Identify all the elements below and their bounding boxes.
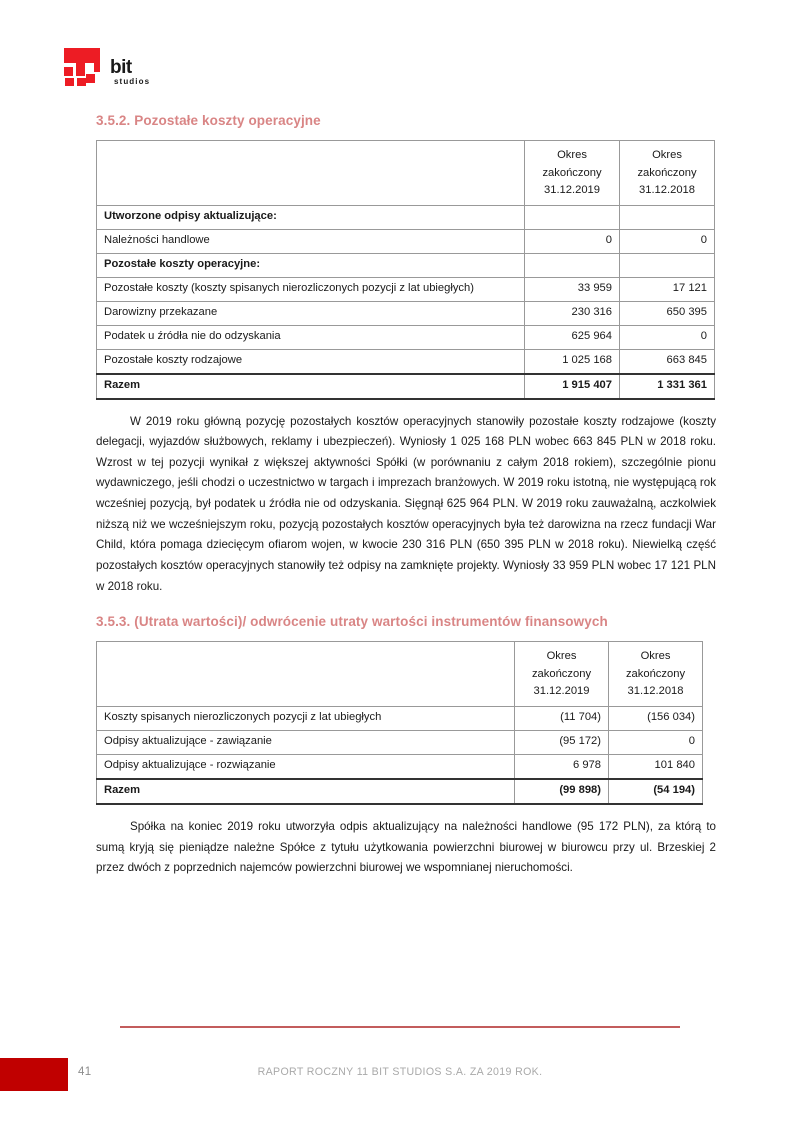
logo-subtext: studios [114,77,151,86]
row-value-2019: 6 978 [515,755,609,779]
header-line-2: zakończony [542,166,602,179]
table-impairment-financial-instruments [96,641,703,805]
logo-wordmark-text: bit [110,57,132,78]
row-value-2018 [620,254,715,278]
row-value-2018: 101 840 [609,755,703,779]
row-value-2018: (54 194) [609,779,703,804]
row-value-2019 [525,254,620,278]
header-line-1: Okres [652,149,682,162]
table-row [97,325,715,349]
header-line-1: Okres [557,149,587,162]
row-label: Należności handlowe [97,230,525,254]
header-line-2: zakończony [625,667,686,680]
footer-color-block [0,1058,68,1091]
header-cell-label [97,141,525,206]
header-line-3: 31.12.2018 [627,685,684,698]
11-bit-studios-logo-mark [64,48,104,88]
row-label: Razem [97,779,515,804]
row-label: Pozostałe koszty (koszty spisanych nierozliczonych pozycji z lat ubiegłych) [97,278,525,302]
row-value-2018: 663 845 [620,349,715,373]
table-row [97,349,715,373]
row-value-2019: 33 959 [525,278,620,302]
table-total-row [97,374,715,399]
header-cell-label [97,642,515,707]
row-value-2019: (95 172) [515,731,609,755]
row-label: Podatek u źródła nie do odzyskania [97,325,525,349]
footer-caption: RAPORT ROCZNY 11 BIT STUDIOS S.A. ZA 2019 ROK. [257,1066,543,1078]
header-line-3: 31.12.2019 [544,183,600,196]
table-header-row [97,141,715,206]
heading-3-5-2: 3.5.2. Pozostałe koszty operacyjne [96,113,321,128]
table-row [97,254,715,278]
document-body [96,112,716,887]
row-label: Pozostałe koszty rodzajowe [97,349,525,373]
row-label: Darowizny przekazane [97,301,525,325]
header-line-1: Okres [640,650,671,663]
row-label: Utworzone odpisy aktualizujące: [97,206,525,230]
row-value-2018: 17 121 [620,278,715,302]
row-value-2019: (11 704) [515,707,609,731]
table-header-row [97,642,703,707]
row-value-2019: (99 898) [515,779,609,804]
header-cell-2019 [515,642,609,707]
row-value-2019: 1 915 407 [525,374,620,399]
header-cell-2018 [609,642,703,707]
row-value-2018: (156 034) [609,707,703,731]
row-value-2019: 0 [525,230,620,254]
table-row [97,731,703,755]
table-body [97,642,703,804]
paragraph-other-operating-costs: W 2019 roku główną pozycję pozostałych kosztów operacyjnych stanowiły pozostałe koszty rodzajowe (koszty delegacji, wyjazdów służbowych, reklamy i ubezpieczeń). Wyniosły 1 025 168 PLN wobec 663 845 PLN w 2018 roku. Wzrost w tej pozycji wynikał z większej aktywności Spółki (w porównaniu z całym 2018 rokiem), szczególnie pionu wydawniczego, jeśli chodzi o uczestnictwo w targach i imprezach branżowych. W 2019 roku istotną, nie występującą rok wcześniej pozycją, był podatek u źródła nie od odzyskania. Sięgnął 625 964 PLN. W 2019 roku zauważalną, aczkolwiek niższą niż we wcześniejszym roku, pozycją pozostałych kosztów operacyjnych była też darowizna na rzecz fundacji War Child, która pomaga dziecięcym ofiarom wojen, w kwocie 230 316 PLN (650 395 PLN w 2018 roku). Niewielką część pozostałych kosztów operacyjnych stanowiły też odpisy na zamknięte projekty. Wyniosły 33 959 PLN wobec 17 121 PLN w 2018 roku. [96,414,716,593]
header-cell-2018 [620,141,715,206]
table-body [97,141,715,399]
row-value-2018 [620,206,715,230]
row-value-2018: 1 331 361 [620,374,715,399]
row-value-2018: 0 [609,731,703,755]
row-label: Koszty spisanych nierozliczonych pozycji z lat ubiegłych [97,707,515,731]
header-line-2: zakończony [531,667,592,680]
table-total-row [97,779,703,804]
table-row [97,206,715,230]
logo-wordmark [110,56,164,86]
header-line-3: 31.12.2019 [533,685,590,698]
table-row [97,230,715,254]
table-row [97,278,715,302]
row-label: Odpisy aktualizujące - rozwiązanie [97,755,515,779]
heading-3-5-3: 3.5.3. (Utrata wartości)/ odwrócenie utraty wartości instrumentów finansowych [96,614,608,630]
row-value-2018: 0 [620,325,715,349]
table-other-operating-costs [96,140,715,399]
row-value-2019: 1 025 168 [525,349,620,373]
company-logo [64,48,164,94]
row-label: Pozostałe koszty operacyjne: [97,254,525,278]
row-value-2018: 0 [620,230,715,254]
header-line-2: zakończony [637,166,697,179]
table-row [97,755,703,779]
header-line-3: 31.12.2018 [639,183,695,196]
header-cell-2019 [525,141,620,206]
header-line-1: Okres [546,650,577,663]
row-label: Razem [97,374,525,399]
row-label: Odpisy aktualizujące - zawiązanie [97,731,515,755]
paragraph-impairment-financial-instruments: Spółka na koniec 2019 roku utworzyła odpis aktualizujący na należności handlowe (95 172 PLN), za którą to sumą kryją się pieniądze należne Spółce z tytułu użytkowania powierzchni biurowej w biurowcu przy ul. Brzeskiej 2 przez dwóch z poprzednich najemców powierzchni biurowej we wspomnianej nieruchomości. [96,820,716,875]
page-number: 41 [78,1066,92,1078]
row-value-2019 [525,206,620,230]
table-row [97,707,703,731]
table-row [97,301,715,325]
footer-divider [120,1026,680,1028]
row-value-2018: 650 395 [620,301,715,325]
row-value-2019: 625 964 [525,325,620,349]
row-value-2019: 230 316 [525,301,620,325]
